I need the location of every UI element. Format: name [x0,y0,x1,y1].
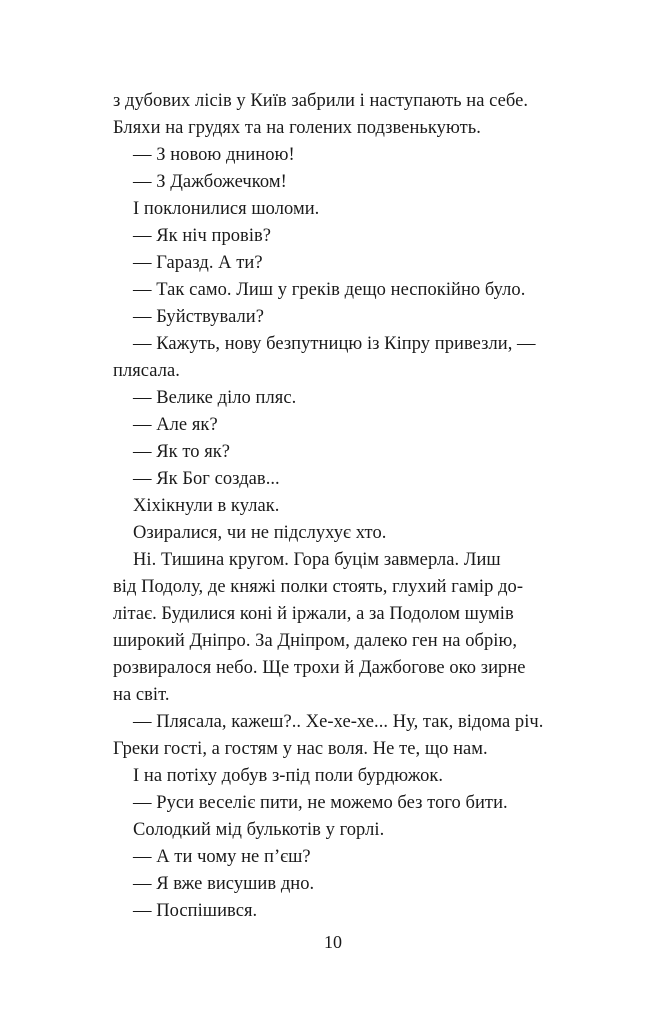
text-line: — Гаразд. А ти? [133,253,263,273]
text-line: — Як то як? [133,442,231,462]
text-line: — З новою дниною! [133,145,295,165]
text-line: розвиралося небо. Ще трохи й Дажбогове око зирне [113,658,526,678]
text-line: Ні. Тишина кругом. Гора буцім завмерла. Лиш [133,550,501,570]
text-line: — Велике діло пляс. [133,388,297,408]
text-line: — Як ніч провів? [133,226,272,246]
text-line: — Так само. Лиш у греків дещо неспокійно було. [133,280,526,300]
text-line: Греки гості, а гостям у нас воля. Не те, що нам. [113,739,488,759]
text-line: Хіхікнули в кулак. [133,496,280,516]
text-line: літає. Будилися коні й іржали, а за Подолом шумів [113,604,514,624]
text-line: — Плясала, кажеш?.. Хе-хе-хе... Ну, так, відома річ. [133,712,544,732]
text-line: — З Дажбожечком! [133,172,287,192]
page-number: 10 [324,932,342,952]
text-line: — Я вже висушив дно. [133,874,315,894]
text-line: Солодкий мід булькотів у горлі. [133,820,385,840]
text-line: з дубових лісів у Київ забрили і наступають на себе. [113,91,529,111]
text-line: — Поспішився. [133,901,258,921]
text-line: — Як Бог создав... [133,469,280,489]
text-line: — Кажуть, нову безпутницю із Кіпру привезли, — [133,334,536,354]
text-line: — Але як? [133,415,218,435]
text-line: від Подолу, де княжі полки стоять, глухий гамір до- [113,577,524,597]
text-line: І поклонилися шоломи. [133,199,320,219]
text-line: плясала. [113,361,180,381]
text-line: І на потіху добув з-під поли бурдюжок. [133,766,444,786]
text-line: Озиралися, чи не підслухує хто. [133,523,387,543]
text-line: — А ти чому не п’єш? [133,847,311,867]
text-line: — Руси веселіє пити, не можемо без того бити. [133,793,508,813]
text-line: широкий Дніпро. За Дніпром, далеко ген на обрію, [113,631,518,651]
body-text [113,88,583,925]
text-line: — Буйствували? [133,307,264,327]
text-line: на світ. [113,685,170,705]
text-line: Бляхи на грудях та на голених подзвенькують. [113,118,481,138]
